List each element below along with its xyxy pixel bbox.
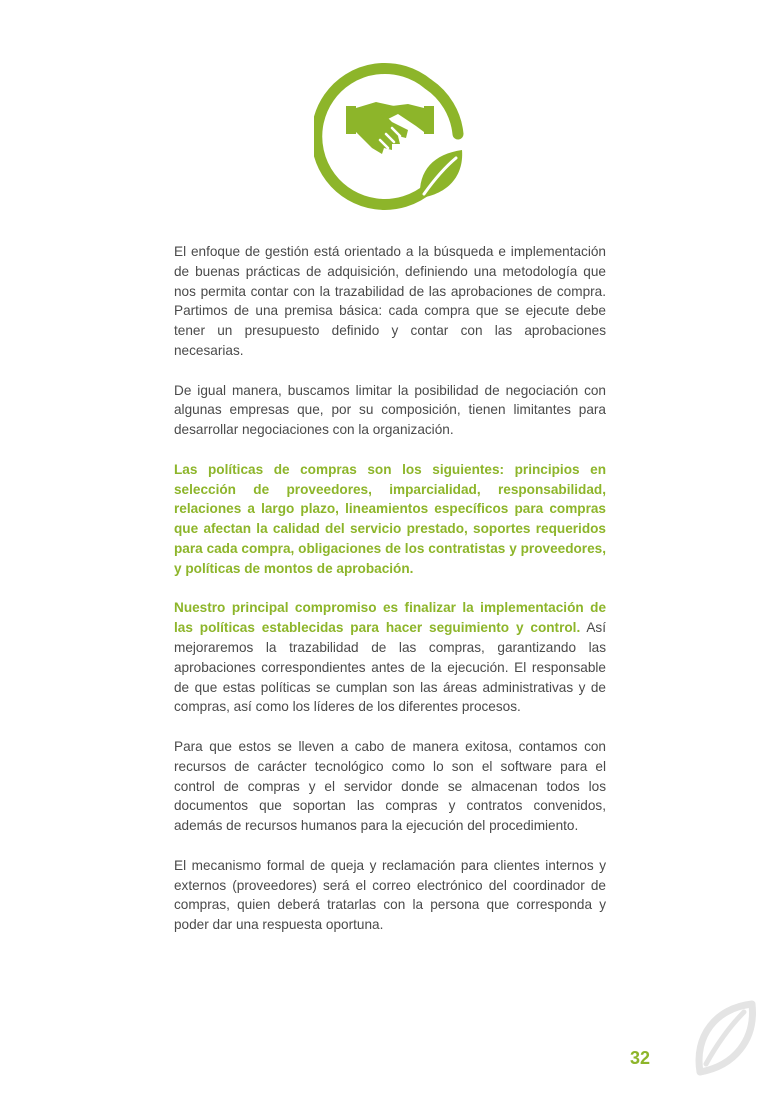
paragraph-2 — [174, 381, 606, 440]
paragraph-4-highlight: Nuestro principal compromiso es finalizar la implementación de las políticas establecidas para hacer seguimiento y control. — [174, 600, 606, 636]
leaf-outline-icon — [694, 1000, 756, 1076]
paragraph-2-text: De igual manera, buscamos limitar la posibilidad de negociación con algunas empresas que, por su composición, tienen limitantes para desarrollar negociaciones con la organización. — [174, 382, 606, 438]
paragraph-6-text: El mecanismo formal de queja y reclamación para clientes internos y externos (proveedores) será el correo electrónico del coordinador de compras, quien deberá tratarlas con la persona que corresponda y poder dar una respuesta oportuna. — [174, 857, 606, 933]
paragraph-3-highlight: Las políticas de compras son los siguientes: principios en selección de proveedores, imparcialidad, responsabilidad, relaciones a largo plazo, lineamientos específicos para compras que afectan la calidad del servicio prestado, soportes requeridos para cada compra, obligaciones de los contratistas y proveedores, y políticas de montos de aprobación. — [174, 461, 606, 576]
paragraph-6 — [174, 856, 606, 935]
paragraph-1 — [174, 242, 606, 361]
page-number: 32 — [630, 1048, 651, 1068]
handshake-leaf-icon — [314, 58, 466, 210]
paragraph-3 — [174, 460, 606, 579]
body-text — [174, 242, 606, 955]
paragraph-4 — [174, 598, 606, 717]
paragraph-1-text: El enfoque de gestión está orientado a la búsqueda e implementación de buenas prácticas de adquisición, definiendo una metodología que nos permita contar con la trazabilidad de las aprobaciones de compra. Partimos de una premisa básica: cada compra que se ejecute debe tener un presupuesto definido y contar con las aprobaciones necesarias. — [174, 244, 606, 358]
paragraph-5 — [174, 737, 606, 836]
paragraph-4-text: Así mejoraremos la trazabilidad de las compras, garantizando las aprobaciones correspondientes antes de la ejecución. El responsable de que estas políticas se cumplan son las áreas administrativas y de compras, así como los líderes de los diferentes procesos. — [174, 620, 606, 715]
paragraph-5-text: Para que estos se lleven a cabo de manera exitosa, contamos con recursos de carácter tecnológico como lo son el software para el control de compras y el servidor donde se almacenan todos los documentos que soportan las compras y contratos convenidos, además de recursos humanos para la ejecución del procedimiento. — [174, 738, 606, 834]
